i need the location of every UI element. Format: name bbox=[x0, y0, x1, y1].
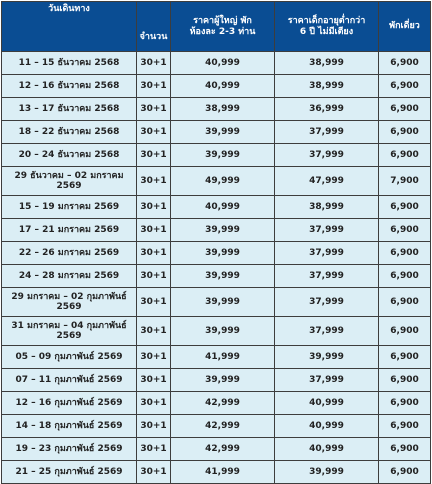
cell-child-price: 37,999 bbox=[275, 317, 379, 346]
cell-single-supplement: 6,900 bbox=[379, 369, 431, 392]
cell-adult-price: 42,999 bbox=[171, 438, 275, 461]
cell-adult-price: 40,999 bbox=[171, 75, 275, 98]
header-adult-price-label: ราคาผู้ใหญ่ พักห้องละ 2-3 ท่าน bbox=[189, 15, 256, 37]
cell-single-supplement: 6,900 bbox=[379, 52, 431, 75]
cell-single-supplement: 6,900 bbox=[379, 317, 431, 346]
cell-date: 11 – 15 ธันวาคม 2568 bbox=[2, 52, 137, 75]
cell-child-price: 37,999 bbox=[275, 265, 379, 288]
price-table-container bbox=[1, 1, 430, 484]
table-row bbox=[2, 346, 431, 369]
header-single-supplement bbox=[379, 2, 431, 52]
header-adult-price bbox=[171, 2, 275, 52]
table-row bbox=[2, 438, 431, 461]
cell-date: 15 – 19 มกราคม 2569 bbox=[2, 196, 137, 219]
cell-single-supplement: 6,900 bbox=[379, 75, 431, 98]
cell-adult-price: 49,999 bbox=[171, 167, 275, 196]
table-header-row bbox=[2, 2, 431, 52]
cell-adult-price: 40,999 bbox=[171, 196, 275, 219]
cell-quantity: 30+1 bbox=[137, 288, 171, 317]
cell-single-supplement: 6,900 bbox=[379, 121, 431, 144]
cell-quantity: 30+1 bbox=[137, 242, 171, 265]
cell-child-price: 39,999 bbox=[275, 461, 379, 484]
cell-date bbox=[2, 317, 137, 346]
cell-adult-price: 41,999 bbox=[171, 346, 275, 369]
cell-child-price: 38,999 bbox=[275, 75, 379, 98]
cell-adult-price: 39,999 bbox=[171, 265, 275, 288]
cell-single-supplement: 6,900 bbox=[379, 242, 431, 265]
cell-quantity: 30+1 bbox=[137, 317, 171, 346]
cell-adult-price: 39,999 bbox=[171, 242, 275, 265]
header-quantity-label: จำนวน bbox=[139, 32, 168, 42]
header-quantity bbox=[137, 2, 171, 52]
cell-single-supplement: 6,900 bbox=[379, 438, 431, 461]
cell-date: 12 – 16 ธันวาคม 2568 bbox=[2, 75, 137, 98]
header-child-price-label: ราคาเด็กอายุต่ำกว่า 6 ปี ไม่มีเตียง bbox=[287, 15, 366, 37]
cell-child-price: 38,999 bbox=[275, 196, 379, 219]
cell-quantity: 30+1 bbox=[137, 75, 171, 98]
table-row bbox=[2, 461, 431, 484]
cell-adult-price: 41,999 bbox=[171, 461, 275, 484]
cell-date-text: 31 มกราคม – 04 กุมภาพันธ์ 2569 bbox=[11, 321, 127, 341]
cell-quantity: 30+1 bbox=[137, 219, 171, 242]
cell-child-price: 38,999 bbox=[275, 52, 379, 75]
table-row bbox=[2, 167, 431, 196]
cell-adult-price: 42,999 bbox=[171, 392, 275, 415]
cell-adult-price: 39,999 bbox=[171, 317, 275, 346]
cell-child-price: 40,999 bbox=[275, 415, 379, 438]
cell-quantity: 30+1 bbox=[137, 144, 171, 167]
table-row bbox=[2, 144, 431, 167]
cell-quantity: 30+1 bbox=[137, 438, 171, 461]
table-row bbox=[2, 52, 431, 75]
cell-quantity: 30+1 bbox=[137, 415, 171, 438]
cell-adult-price: 39,999 bbox=[171, 144, 275, 167]
cell-adult-price: 42,999 bbox=[171, 415, 275, 438]
table-row bbox=[2, 392, 431, 415]
table-row bbox=[2, 265, 431, 288]
cell-child-price: 37,999 bbox=[275, 144, 379, 167]
cell-date: 13 – 17 ธันวาคม 2568 bbox=[2, 98, 137, 121]
cell-single-supplement: 6,900 bbox=[379, 144, 431, 167]
header-child-price bbox=[275, 2, 379, 52]
table-row bbox=[2, 75, 431, 98]
cell-quantity: 30+1 bbox=[137, 369, 171, 392]
cell-child-price: 37,999 bbox=[275, 242, 379, 265]
cell-adult-price: 38,999 bbox=[171, 98, 275, 121]
cell-child-price: 47,999 bbox=[275, 167, 379, 196]
cell-date: 19 – 23 กุมภาพันธ์ 2569 bbox=[2, 438, 137, 461]
cell-quantity: 30+1 bbox=[137, 196, 171, 219]
cell-single-supplement: 6,900 bbox=[379, 392, 431, 415]
cell-date: 07 – 11 กุมภาพันธ์ 2569 bbox=[2, 369, 137, 392]
table-row bbox=[2, 242, 431, 265]
cell-single-supplement: 6,900 bbox=[379, 196, 431, 219]
header-travel-date bbox=[2, 2, 137, 52]
table-row bbox=[2, 369, 431, 392]
cell-date: 22 – 26 มกราคม 2569 bbox=[2, 242, 137, 265]
header-single-supplement-label: พักเดี่ยว bbox=[389, 21, 420, 31]
cell-date-text: 29 มกราคม – 02 กุมภาพันธ์ 2569 bbox=[11, 292, 127, 312]
cell-adult-price: 39,999 bbox=[171, 219, 275, 242]
cell-date-text: 29 ธันวาคม – 02 มกราคม 2569 bbox=[14, 171, 124, 191]
cell-single-supplement: 6,900 bbox=[379, 219, 431, 242]
cell-child-price: 37,999 bbox=[275, 219, 379, 242]
cell-single-supplement: 6,900 bbox=[379, 98, 431, 121]
cell-child-price: 36,999 bbox=[275, 98, 379, 121]
cell-child-price: 40,999 bbox=[275, 438, 379, 461]
table-row bbox=[2, 288, 431, 317]
cell-single-supplement: 6,900 bbox=[379, 265, 431, 288]
cell-date: 18 – 22 ธันวาคม 2568 bbox=[2, 121, 137, 144]
cell-date: 20 – 24 ธันวาคม 2568 bbox=[2, 144, 137, 167]
cell-quantity: 30+1 bbox=[137, 461, 171, 484]
cell-quantity: 30+1 bbox=[137, 346, 171, 369]
cell-adult-price: 39,999 bbox=[171, 369, 275, 392]
cell-child-price: 39,999 bbox=[275, 346, 379, 369]
cell-adult-price: 39,999 bbox=[171, 121, 275, 144]
cell-adult-price: 40,999 bbox=[171, 52, 275, 75]
cell-quantity: 30+1 bbox=[137, 265, 171, 288]
cell-single-supplement: 6,900 bbox=[379, 288, 431, 317]
price-table bbox=[1, 1, 431, 484]
cell-quantity: 30+1 bbox=[137, 121, 171, 144]
cell-date: 12 – 16 กุมภาพันธ์ 2569 bbox=[2, 392, 137, 415]
table-row bbox=[2, 317, 431, 346]
table-row bbox=[2, 415, 431, 438]
table-row bbox=[2, 121, 431, 144]
cell-date bbox=[2, 167, 137, 196]
cell-date: 21 – 25 กุมภาพันธ์ 2569 bbox=[2, 461, 137, 484]
cell-single-supplement: 6,900 bbox=[379, 415, 431, 438]
header-travel-date-label: วันเดินทาง bbox=[48, 4, 90, 14]
cell-single-supplement: 7,900 bbox=[379, 167, 431, 196]
cell-date bbox=[2, 288, 137, 317]
table-row bbox=[2, 98, 431, 121]
cell-adult-price: 39,999 bbox=[171, 288, 275, 317]
cell-date: 05 – 09 กุมภาพันธ์ 2569 bbox=[2, 346, 137, 369]
cell-quantity: 30+1 bbox=[137, 392, 171, 415]
cell-quantity: 30+1 bbox=[137, 98, 171, 121]
cell-quantity: 30+1 bbox=[137, 52, 171, 75]
cell-child-price: 37,999 bbox=[275, 121, 379, 144]
cell-child-price: 40,999 bbox=[275, 392, 379, 415]
cell-date: 14 – 18 กุมภาพันธ์ 2569 bbox=[2, 415, 137, 438]
cell-quantity: 30+1 bbox=[137, 167, 171, 196]
cell-single-supplement: 6,900 bbox=[379, 461, 431, 484]
table-row bbox=[2, 219, 431, 242]
cell-date: 24 – 28 มกราคม 2569 bbox=[2, 265, 137, 288]
table-row bbox=[2, 196, 431, 219]
cell-date: 17 – 21 มกราคม 2569 bbox=[2, 219, 137, 242]
cell-single-supplement: 6,900 bbox=[379, 346, 431, 369]
cell-child-price: 37,999 bbox=[275, 369, 379, 392]
cell-child-price: 37,999 bbox=[275, 288, 379, 317]
